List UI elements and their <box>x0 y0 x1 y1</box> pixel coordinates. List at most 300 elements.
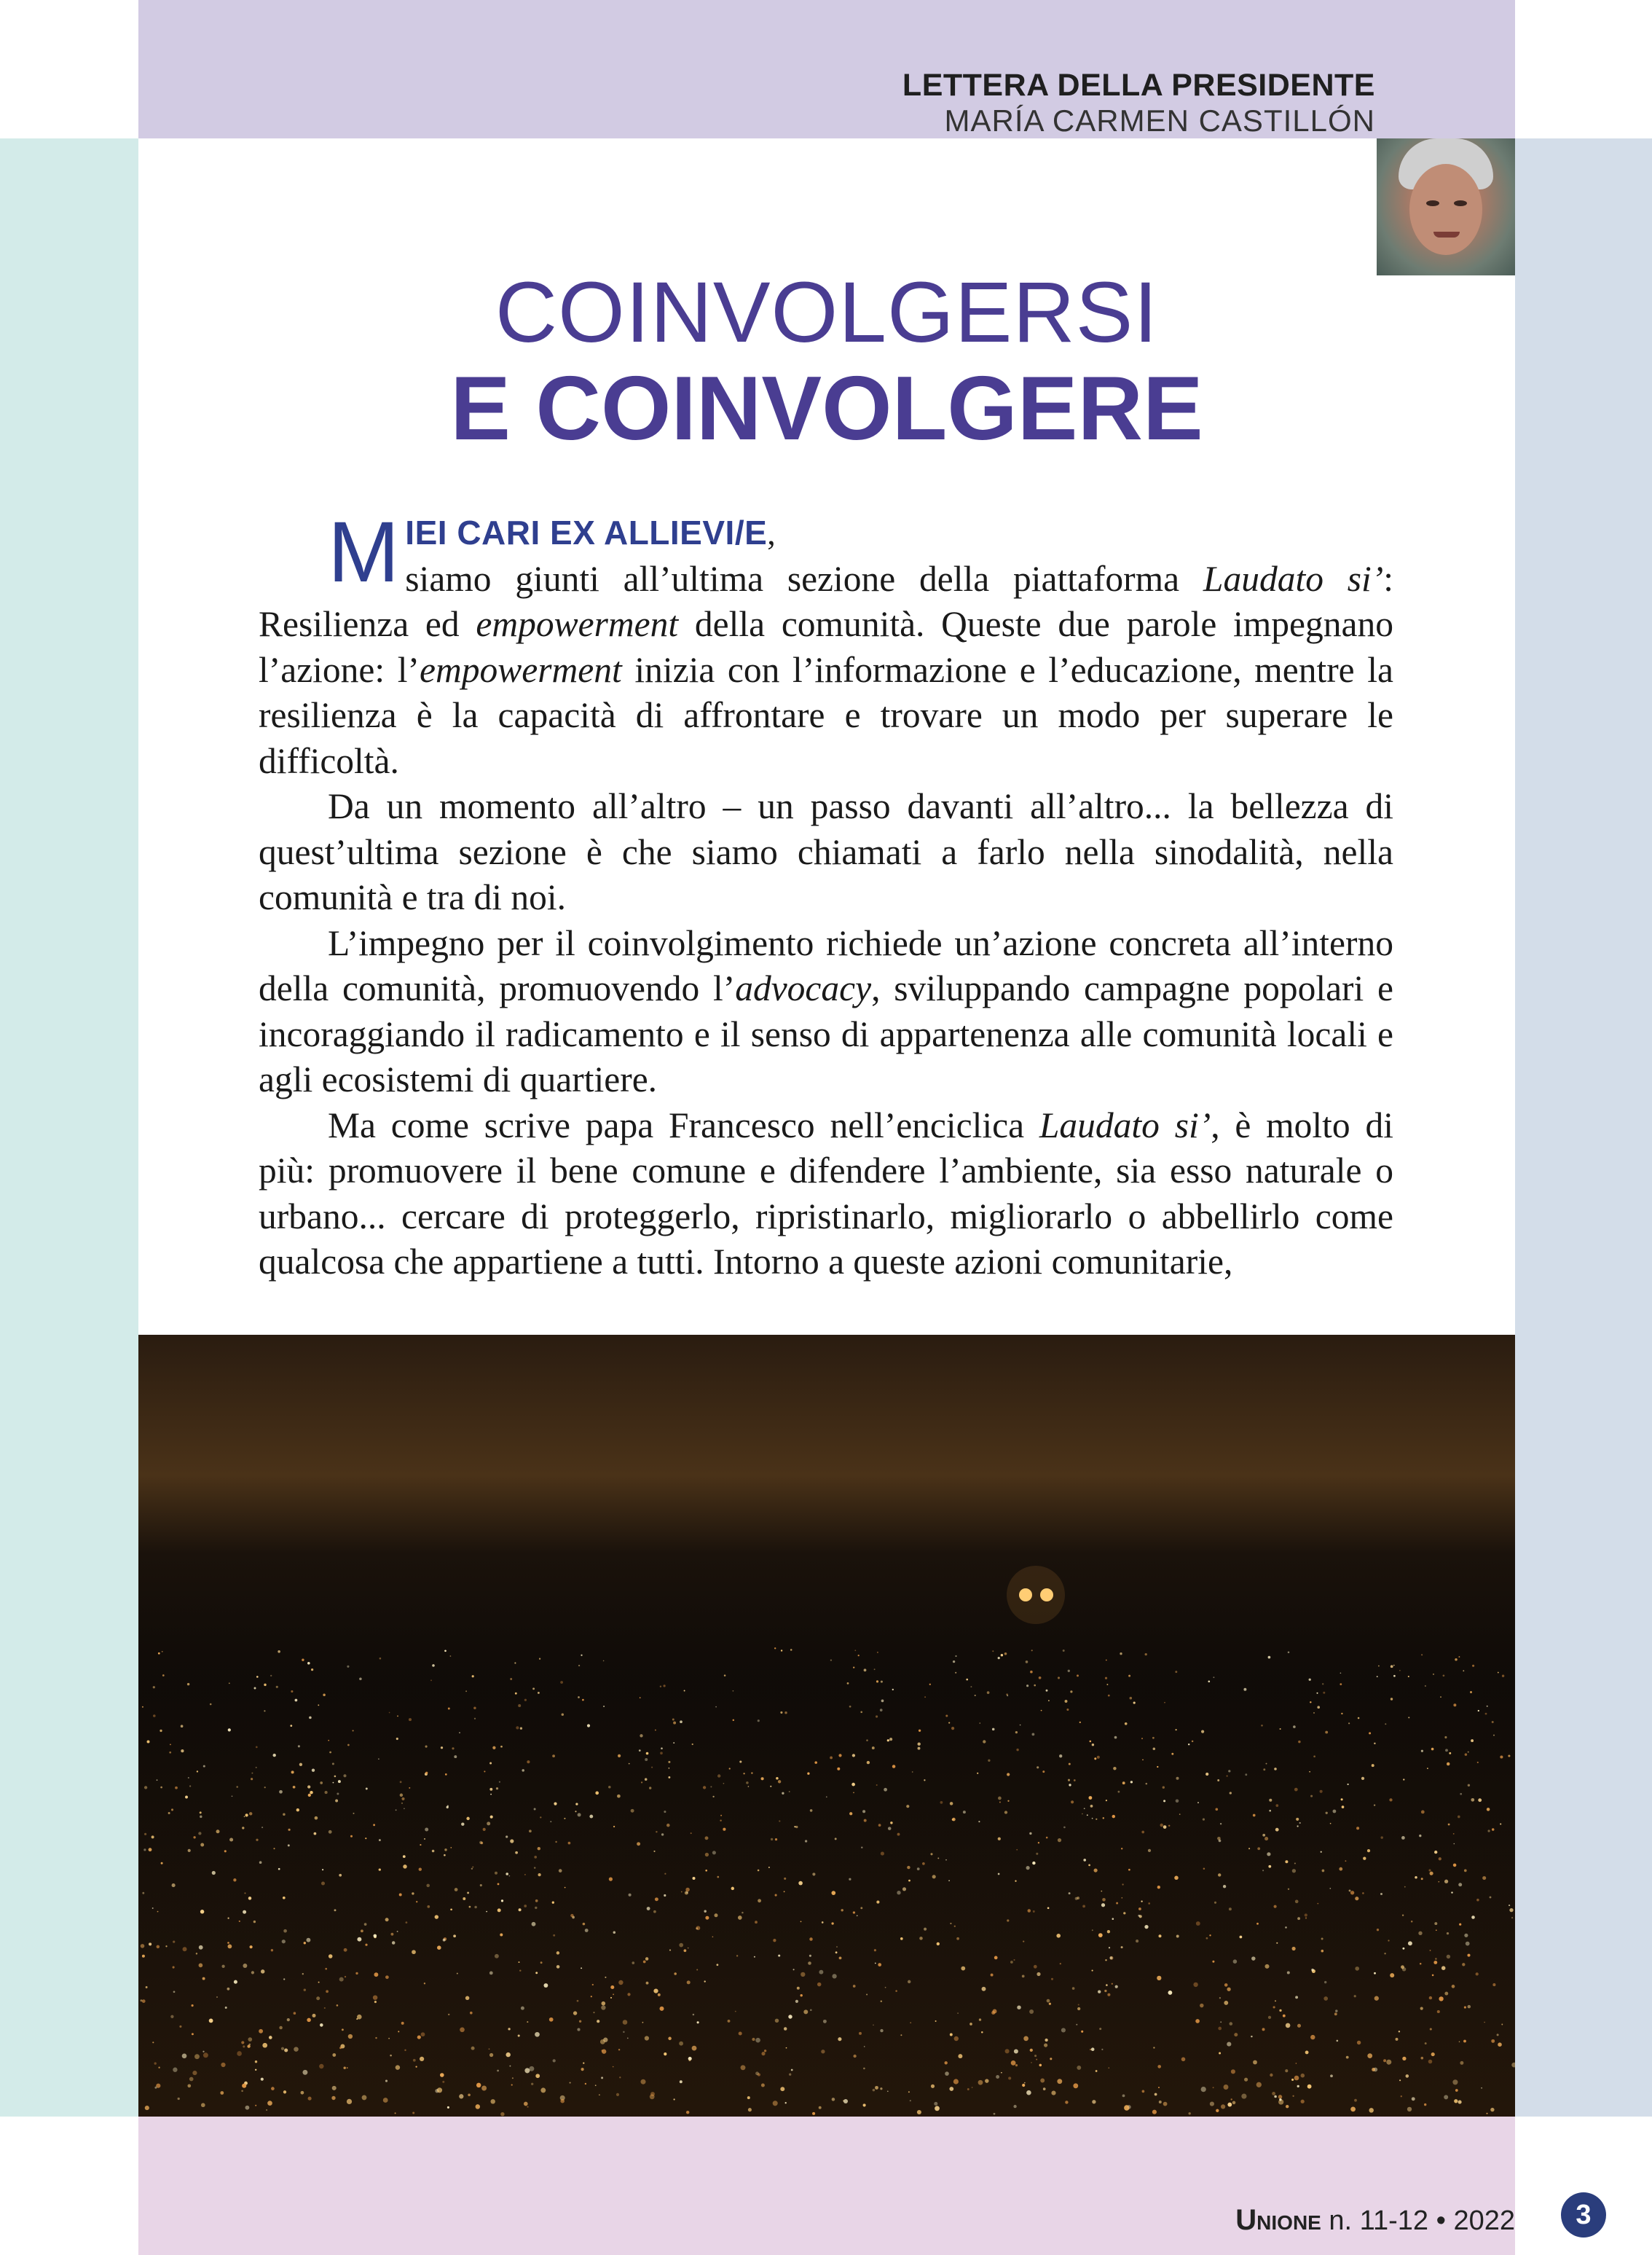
candle-light <box>826 1796 827 1797</box>
candle-light <box>1291 2079 1294 2081</box>
candle-light <box>199 1945 203 1950</box>
candle-light <box>486 1911 487 1913</box>
candle-light <box>1116 1902 1118 1905</box>
candle-light <box>316 1996 320 2000</box>
candle-light <box>1042 1770 1045 1773</box>
candle-light <box>1244 2078 1248 2082</box>
candle-light <box>1471 1915 1475 1919</box>
candle-light <box>887 2090 889 2092</box>
candle-light <box>1059 1754 1062 1757</box>
candle-light <box>318 1704 319 1706</box>
candle-light <box>519 1969 521 1971</box>
candle-light <box>1159 1934 1162 1937</box>
candle-light <box>587 1724 590 1727</box>
candle-light <box>1453 1703 1456 1706</box>
candle-light <box>1355 1897 1358 1900</box>
candle-light <box>373 1934 377 1938</box>
candle-light <box>1492 1983 1495 1986</box>
night-crowd-candles-photo <box>138 1335 1515 2117</box>
candle-light <box>1478 1798 1482 1802</box>
candle-light <box>269 2036 272 2039</box>
candle-light <box>1466 1942 1470 1946</box>
candle-light <box>1039 1676 1042 1679</box>
candle-light <box>673 1742 674 1744</box>
candle-light <box>527 1760 530 1763</box>
candle-light <box>1487 2113 1488 2114</box>
candle-light <box>581 1967 582 1969</box>
candle-light <box>1217 1837 1221 1840</box>
candle-light <box>1399 2079 1401 2081</box>
candle-light <box>664 1685 666 1687</box>
candle-light <box>1128 1869 1130 1871</box>
candle-light <box>1460 1793 1462 1795</box>
candle-light <box>1266 1763 1267 1765</box>
candle-light <box>201 2103 205 2107</box>
candle-light <box>490 1794 492 1795</box>
candle-light <box>459 1732 460 1733</box>
candle-light <box>983 1740 986 1743</box>
candle-light <box>778 1780 781 1783</box>
candle-light <box>768 1867 770 1868</box>
candle-light <box>437 1945 441 1950</box>
candle-light <box>1393 1675 1396 1677</box>
candle-light <box>1065 2101 1068 2103</box>
candle-light <box>1453 1843 1455 1845</box>
candle-light <box>343 1774 346 1777</box>
right-color-band <box>1515 138 1652 2117</box>
candle-light <box>1090 1805 1093 1808</box>
candle-light <box>1470 1691 1472 1693</box>
candle-light <box>1017 2005 1020 2009</box>
candle-light <box>243 2045 245 2047</box>
candle-light <box>311 1668 313 1671</box>
candle-light <box>597 2020 599 2023</box>
candle-light <box>854 1650 856 1651</box>
candle-light <box>535 2074 540 2078</box>
candle-light <box>1233 1959 1238 1964</box>
candle-light <box>1406 2074 1409 2078</box>
candle-light <box>1046 1837 1048 1839</box>
candle-light <box>1092 1970 1093 1972</box>
candle-light <box>906 1805 909 1808</box>
candle-light <box>524 2102 528 2106</box>
candle-light <box>659 2007 664 2011</box>
candle-light <box>1439 1996 1443 2001</box>
candle-light <box>1323 1996 1328 2001</box>
candle-light <box>1467 1954 1470 1957</box>
candle-light <box>729 1768 731 1769</box>
candle-light <box>631 1809 634 1813</box>
candle-light <box>902 1887 906 1891</box>
candle-light <box>674 1972 677 1975</box>
candle-light <box>143 1848 146 1851</box>
candle-light <box>664 1873 666 1875</box>
candle-light <box>324 2007 326 2009</box>
candle-light <box>1459 1923 1461 1926</box>
candle-light <box>412 2112 414 2114</box>
candle-light <box>975 1695 976 1696</box>
candle-light <box>924 1779 925 1781</box>
candle-light <box>1305 1913 1307 1916</box>
candle-light <box>1330 1823 1332 1824</box>
candle-light <box>323 1694 326 1697</box>
candle-light <box>1026 1866 1030 1870</box>
candle-light <box>1091 2047 1095 2051</box>
candle-light <box>550 1821 551 1822</box>
candle-light <box>1138 1915 1140 1917</box>
candle-light <box>244 1816 245 1818</box>
candle-light <box>140 1999 142 2001</box>
candle-light <box>692 2046 697 2051</box>
candle-light <box>181 1749 184 1752</box>
candle-light <box>409 1718 412 1721</box>
candle-light <box>1205 1773 1208 1776</box>
candle-light <box>420 2057 424 2061</box>
candle-light <box>334 1776 337 1778</box>
candle-light <box>227 1942 229 1944</box>
candle-light <box>686 1892 688 1894</box>
candle-light <box>1256 2082 1262 2087</box>
candle-light <box>162 1651 163 1652</box>
italic-run: empowerment <box>476 604 679 644</box>
candle-light <box>256 1746 258 1749</box>
candle-light <box>1356 1827 1359 1830</box>
candle-light <box>761 1777 764 1780</box>
candle-light <box>273 1848 275 1849</box>
candle-light <box>742 1912 744 1914</box>
candle-light <box>1224 2001 1228 2005</box>
candle-light <box>1073 2083 1078 2088</box>
text-run: : Resilienza ed <box>259 558 1393 644</box>
candle-light <box>312 1769 315 1772</box>
candle-light <box>1350 2106 1356 2111</box>
candle-light <box>1007 1773 1010 1776</box>
candle-light <box>1396 2038 1399 2041</box>
candle-light <box>200 1843 204 1847</box>
candle-light <box>388 2038 390 2039</box>
candle-light <box>152 2042 154 2043</box>
candle-light <box>786 2047 787 2049</box>
candle-light <box>469 1906 471 1908</box>
candle-light <box>220 2091 224 2095</box>
candle-light <box>819 2106 822 2109</box>
candle-light <box>853 2055 856 2058</box>
candle-light <box>568 1842 571 1845</box>
candle-light <box>264 1787 266 1788</box>
candle-light <box>852 1754 855 1757</box>
candle-light <box>570 2082 571 2084</box>
candle-light <box>1007 1919 1009 1921</box>
candle-light <box>789 2074 791 2076</box>
candle-light <box>680 2080 683 2083</box>
candle-light <box>154 2062 157 2064</box>
candle-light <box>1058 1838 1061 1842</box>
candle-light <box>404 1808 405 1809</box>
candle-light <box>1092 1818 1093 1819</box>
candle-light <box>1374 1972 1376 1974</box>
candle-light <box>355 1972 358 1974</box>
candle-light <box>357 2015 362 2020</box>
candle-light <box>1218 2027 1222 2031</box>
candle-light <box>326 1990 329 1993</box>
candle-light <box>264 1710 265 1711</box>
candle-light <box>1431 1748 1434 1751</box>
portrait-mouth <box>1433 232 1460 238</box>
candle-light <box>171 1808 173 1811</box>
candle-light <box>450 1908 452 1910</box>
candle-light <box>524 2068 530 2073</box>
candle-light <box>276 1686 278 1688</box>
candle-light <box>425 1828 428 1832</box>
candle-light <box>1016 1849 1018 1851</box>
candle-light <box>490 2099 495 2103</box>
candle-light <box>509 1875 511 1877</box>
candle-light <box>691 1832 692 1834</box>
candle-light <box>793 1969 795 1970</box>
candle-light <box>506 1835 508 1838</box>
candle-light <box>664 1811 666 1813</box>
candle-light <box>279 2026 283 2030</box>
candle-light <box>1377 1929 1379 1931</box>
candle-light <box>426 1884 430 1888</box>
candle-light <box>1229 1907 1232 1910</box>
candle-light <box>1463 2040 1466 2043</box>
candle-light <box>1269 1810 1271 1812</box>
candle-light <box>419 1868 422 1871</box>
candle-light <box>1077 2007 1080 2010</box>
candle-light <box>1391 1665 1393 1668</box>
candle-light <box>444 1848 447 1851</box>
candle-light <box>227 1918 229 1919</box>
candle-light <box>1036 1853 1038 1855</box>
candle-light <box>1220 2021 1222 2023</box>
candle-light <box>853 1666 854 1668</box>
candle-light <box>1020 1725 1021 1726</box>
candle-light <box>1072 1987 1075 1990</box>
candle-light <box>459 2094 463 2098</box>
candle-light <box>1193 1983 1197 1987</box>
candle-light <box>1509 1908 1513 1912</box>
candle-light <box>1063 1827 1066 1829</box>
candle-light <box>874 1668 876 1670</box>
candle-light <box>1092 1929 1093 1931</box>
candle-light <box>1264 1837 1268 1840</box>
candle-light <box>908 1980 910 1983</box>
candle-light <box>302 1973 304 1974</box>
candle-light <box>832 2098 835 2101</box>
candle-light <box>821 2050 825 2053</box>
candle-light <box>1334 2012 1337 2015</box>
candle-light <box>318 1982 320 1983</box>
candle-light <box>1297 2085 1299 2087</box>
candle-light <box>863 2103 866 2106</box>
candle-light <box>1439 1857 1441 1860</box>
candle-light <box>1145 1653 1147 1655</box>
candle-light <box>876 1715 878 1717</box>
candle-light <box>570 1914 573 1917</box>
candle-light <box>661 1747 663 1749</box>
candle-light <box>1402 1967 1406 1971</box>
candle-light <box>1349 1889 1351 1891</box>
candle-light <box>304 1942 306 1944</box>
candle-light <box>468 2093 471 2096</box>
candle-light <box>527 2106 528 2107</box>
candle-light <box>1463 1670 1464 1671</box>
candle-light <box>1219 2052 1221 2055</box>
candle-light <box>888 1827 892 1830</box>
candle-light <box>1293 1725 1296 1728</box>
candle-light <box>366 1788 368 1790</box>
candle-light <box>1231 2069 1235 2074</box>
candle-light <box>748 1786 750 1787</box>
candle-light <box>1465 1753 1468 1756</box>
candle-light <box>476 2083 481 2087</box>
candle-light <box>1292 1869 1296 1872</box>
candle-light <box>992 1728 995 1731</box>
candle-light <box>515 1851 518 1854</box>
candle-light <box>680 1720 683 1723</box>
candle-light <box>1108 1695 1110 1697</box>
candle-light <box>1459 2042 1460 2043</box>
salutation-text: IEI CARI EX ALLIEVI/E <box>405 514 768 552</box>
candle-light <box>1049 2003 1051 2005</box>
candle-light <box>998 1873 1000 1875</box>
candle-light <box>1227 2042 1231 2047</box>
candle-light <box>1317 1706 1320 1709</box>
candle-light <box>1434 1922 1437 1925</box>
candle-light <box>489 2053 493 2057</box>
candle-light <box>803 2009 808 2014</box>
candle-light <box>471 2047 475 2050</box>
candle-light <box>281 2047 284 2050</box>
candle-light <box>531 2083 533 2085</box>
candle-light <box>712 1936 714 1937</box>
candle-light <box>809 1937 812 1940</box>
candle-light <box>398 2031 399 2032</box>
candle-light <box>1408 1717 1409 1718</box>
candle-light <box>1224 2085 1229 2090</box>
candle-light <box>1219 1997 1221 1999</box>
candle-light <box>145 2106 149 2110</box>
candle-light <box>424 1983 425 1984</box>
candle-light <box>937 1942 940 1945</box>
candle-light <box>1288 1889 1289 1890</box>
candle-light <box>1163 1800 1165 1802</box>
candle-light <box>1485 1713 1487 1715</box>
candle-light <box>160 1730 162 1732</box>
candle-light <box>705 1870 707 1872</box>
candle-light <box>1377 1676 1378 1677</box>
candle-light <box>860 1711 862 1714</box>
candle-light <box>801 1972 805 1977</box>
candle-light <box>1342 1805 1345 1808</box>
candle-light <box>1023 2036 1028 2042</box>
candle-light <box>417 2036 421 2039</box>
candle-light <box>1070 1690 1072 1693</box>
candle-light <box>306 1938 310 1942</box>
candle-light <box>773 1939 776 1942</box>
candle-light <box>320 1781 323 1784</box>
candle-light <box>1358 1717 1360 1719</box>
candle-light <box>534 1808 536 1811</box>
candle-light <box>350 1835 353 1838</box>
candle-light <box>1105 1959 1106 1961</box>
candle-light <box>874 1949 876 1951</box>
candle-light <box>1448 1824 1450 1826</box>
candle-light <box>1390 1973 1394 1977</box>
candle-light <box>980 1722 981 1724</box>
candle-light <box>500 2112 504 2116</box>
candle-light <box>1436 1929 1437 1931</box>
candle-light <box>242 2084 246 2088</box>
candle-light <box>681 1891 683 1893</box>
candle-light <box>781 1650 782 1651</box>
candle-light <box>897 1833 900 1836</box>
candle-light <box>780 2087 784 2091</box>
candle-light <box>196 1953 197 1954</box>
candle-light <box>560 1681 563 1684</box>
candle-light <box>949 2087 953 2091</box>
candle-light <box>1369 1732 1371 1734</box>
candle-light <box>1112 1815 1115 1818</box>
candle-light <box>510 1839 514 1843</box>
candle-light <box>262 2043 267 2048</box>
candle-light <box>775 2019 779 2023</box>
candle-light <box>495 1954 499 1958</box>
candle-light <box>1023 1940 1024 1942</box>
candle-light <box>1313 1712 1315 1714</box>
candle-light <box>1026 1685 1028 1687</box>
candle-light <box>278 1650 280 1653</box>
candle-light <box>1153 1748 1156 1751</box>
candle-light <box>1022 1975 1025 1978</box>
candle-light <box>758 1899 761 1902</box>
candle-light <box>152 1907 154 1909</box>
candle-light <box>603 1706 605 1707</box>
candle-light <box>577 2028 580 2031</box>
candle-light <box>452 1747 454 1749</box>
candle-light <box>200 1816 202 1818</box>
candle-light <box>1301 2100 1305 2103</box>
candle-light <box>987 1691 990 1694</box>
candle-light <box>710 1786 712 1787</box>
page-footer <box>1235 2204 1515 2237</box>
candle-light <box>1163 1825 1167 1829</box>
candle-light <box>841 1909 843 1911</box>
candle-light <box>1297 2024 1301 2028</box>
candle-light <box>461 1823 464 1826</box>
candle-light <box>1262 2028 1265 2031</box>
candle-light <box>645 2036 649 2040</box>
candle-light <box>1296 2063 1297 2064</box>
candle-light <box>578 1696 580 1698</box>
candle-light <box>1138 1907 1141 1910</box>
candle-light <box>564 1818 565 1819</box>
candle-light <box>245 2106 250 2110</box>
candle-light <box>1345 1860 1346 1862</box>
candle-light <box>1037 1972 1040 1976</box>
candle-light <box>1324 1981 1326 1983</box>
candle-light <box>646 1752 649 1755</box>
candle-light <box>613 1993 614 1995</box>
candle-light <box>1288 1652 1290 1654</box>
candle-light <box>687 1980 691 1984</box>
candle-light <box>1389 1798 1392 1801</box>
candle-light <box>900 1937 903 1940</box>
candle-light <box>534 1867 535 1868</box>
candle-light <box>1425 2042 1427 2044</box>
left-color-band <box>0 138 138 2117</box>
